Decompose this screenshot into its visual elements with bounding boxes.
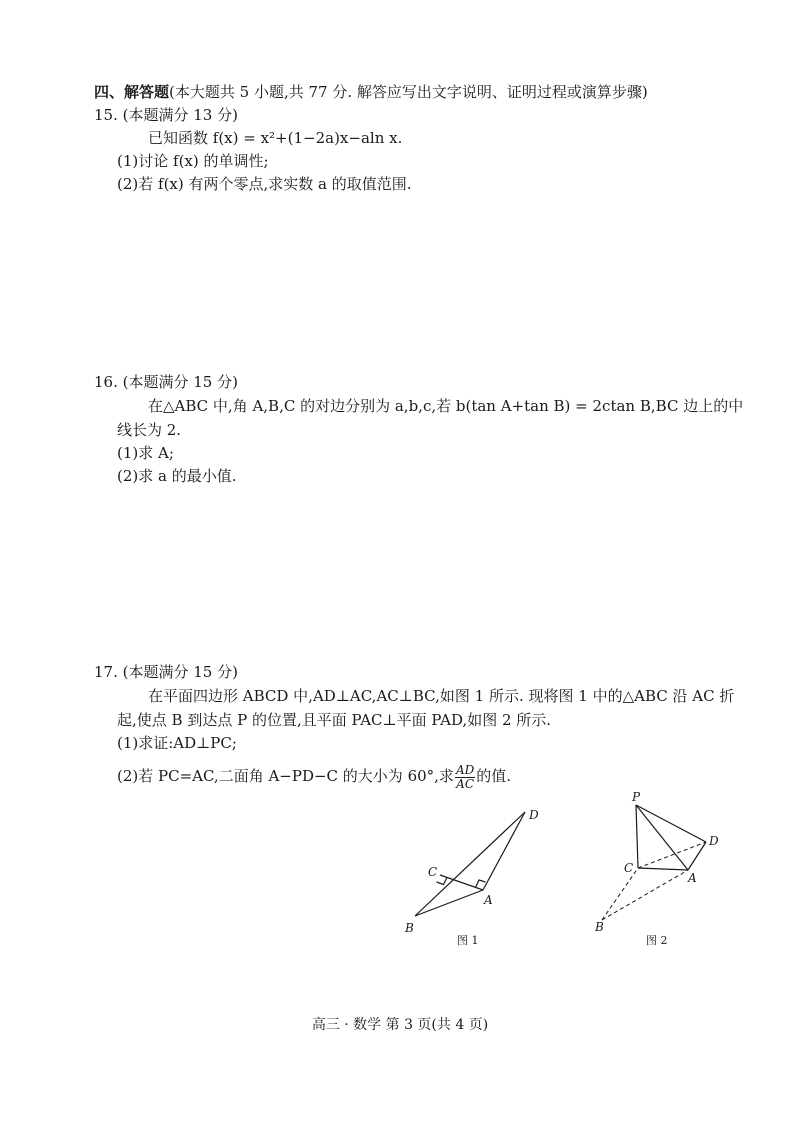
fig2-segment-cd-dashed <box>638 842 706 868</box>
problem-17-part-1: (1)求证:AD⊥PC; <box>117 734 237 752</box>
fig2-label-p: P <box>632 790 641 804</box>
problem-17-part-2-text: (2)若 PC=AC,二面角 A−PD−C 的大小为 60°,求 <box>117 767 454 785</box>
fig1-label-c: C <box>428 865 438 879</box>
fig2-segment-pd <box>636 805 706 842</box>
fig2-segment-ba-dashed <box>602 870 688 920</box>
fig1-segment-ba <box>415 890 483 916</box>
problem-16-part-1: (1)求 A; <box>117 444 174 462</box>
problem-17-part-2 <box>117 762 511 791</box>
fraction-numerator: AD <box>455 762 475 777</box>
problem-17-part-2-tail: 的值. <box>476 767 512 785</box>
fig2-label-d: D <box>709 834 719 848</box>
problem-15-line-1: 已知函数 f(x) = x²+(1−2a)x−aln x. <box>148 129 403 147</box>
fig2-segment-pc <box>636 805 638 868</box>
fig2-label-c: C <box>624 861 634 875</box>
problem-15-title: 15. (本题满分 13 分) <box>94 106 238 124</box>
problem-16-line-2: 线长为 2. <box>117 421 182 439</box>
section-heading-title: 四、解答题 <box>94 83 170 101</box>
section-heading <box>94 82 648 102</box>
fig2-caption: 图 2 <box>646 934 668 947</box>
problem-17-line-1: 在平面四边形 ABCD 中,AD⊥AC,AC⊥BC,如图 1 所示. 现将图 1 中的△ABC 沿 AC 折 <box>148 687 735 705</box>
problem-17-title: 17. (本题满分 15 分) <box>94 663 238 681</box>
problem-16-part-2: (2)求 a 的最小值. <box>117 467 237 485</box>
fig2-segment-pa <box>636 805 688 870</box>
fig1-label-b: B <box>405 921 414 935</box>
problem-15-part-2: (2)若 f(x) 有两个零点,求实数 a 的取值范围. <box>117 175 412 193</box>
fig2-label-b: B <box>595 920 604 934</box>
figure-1 <box>395 800 555 950</box>
fig1-segment-da <box>483 812 525 890</box>
fig2-segment-ad <box>688 842 706 870</box>
fig1-right-angle-a <box>476 880 486 888</box>
problem-15-part-1: (1)讨论 f(x) 的单调性; <box>117 152 269 170</box>
fig2-segment-ca <box>638 868 688 870</box>
fig1-label-a: A <box>484 893 493 907</box>
fig1-segment-ca <box>440 875 483 890</box>
figure-2 <box>590 790 730 950</box>
fig1-right-angle-c <box>437 878 448 885</box>
fraction-denominator: AC <box>456 776 475 791</box>
problem-16-line-1: 在△ABC 中,角 A,B,C 的对边分别为 a,b,c,若 b(tan A+tan B) = 2ctan B,BC 边上的中 <box>148 397 744 415</box>
fig1-caption: 图 1 <box>457 934 479 947</box>
problem-17-line-2: 起,使点 B 到达点 P 的位置,且平面 PAC⊥平面 PAD,如图 2 所示. <box>117 711 552 729</box>
fraction-ad-over-ac <box>455 764 475 791</box>
page-footer: 高三 · 数学 第 3 页(共 4 页) <box>311 1017 489 1033</box>
fig2-label-a: A <box>688 871 697 885</box>
fig1-label-d: D <box>529 808 539 822</box>
problem-16-title: 16. (本题满分 15 分) <box>94 373 238 391</box>
section-heading-note: (本大题共 5 小题,共 77 分. 解答应写出文字说明、证明过程或演算步骤) <box>169 83 648 101</box>
fig1-segment-bd <box>415 812 525 916</box>
fig2-segment-bc-dashed <box>602 868 638 920</box>
